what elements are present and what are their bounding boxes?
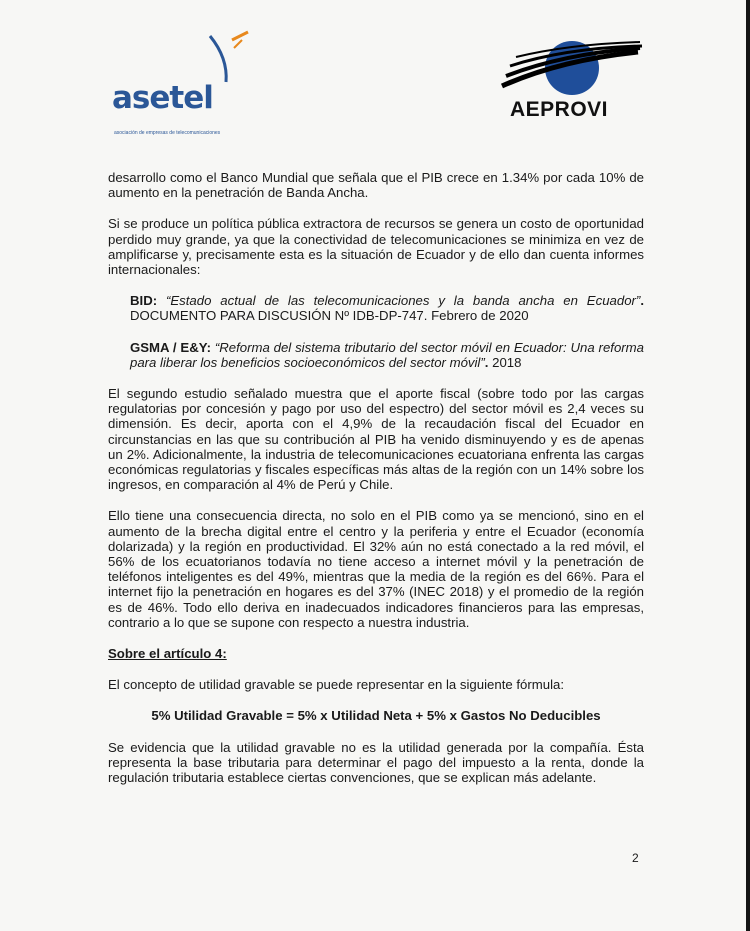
paragraph-3: El segundo estudio señalado muestra que el aporte fiscal (sobre todo por las cargas regulatorias por concesión y pago por uso del espectro) del sector móvil es 2,4 veces su dimensión. Es decir, aporta con el 4,9% de la recaudación fiscal del Ecuador en circunstancias en las que su contribución al PIB ha venido disminuyendo y es de apenas un 2%. Adicionalmente, la industria de telecomunicaciones ecuatoriana enfrenta las cargas económicas regulatorias y fiscales específicas más altas de la región con un 14% sobre los ingresos, en comparación al 4% de Perú y Chile.	[108, 386, 644, 493]
reference-gsma-label: GSMA / E&Y:	[130, 339, 211, 355]
reference-bid-title: “Estado actual de las telecomunicaciones y la banda ancha en Ecuador”	[165, 293, 641, 309]
asetel-wordmark: asetel	[112, 80, 213, 116]
paragraph-4: Ello tiene una consecuencia directa, no solo en el PIB como ya se mencionó, sino en el aumento de la brecha digital entre el centro y la periferia y entre el Ecuador (economía dolarizada) y la región en productividad. El 32% aún no está conectado a la red móvil, el 56% de los ecuatorianos todavía no tiene acceso a internet móvil y la penetración de teléfonos inteligentes es del 49%, mientras que la media de la región es del 66%. Para el internet fijo la penetración en hogares es del 37% (INEC 2018) y el promedio de la región es de 46%. Todo ello deriva en inadecuados indicadores financieros para las empresas, contrario a lo que se supone con respecto a nuestra industria.	[108, 508, 644, 630]
reference-gsma-title: “Reforma del sistema tributario del sector móvil en Ecuador: Una reforma para liberar los beneficios socioeconómicos del sector móvil”	[130, 339, 644, 370]
asetel-tagline: asociación de empresas de telecomunicaciones	[114, 130, 221, 136]
paragraph-2: Si se produce un política pública extractora de recursos se genera un costo de oportunidad perdido muy grande, ya que la conectividad de telecomunicaciones se minimiza en vez de amplificarse y, precisamente esta es la situación de Ecuador y de ello dan cuenta informes internacionales:	[108, 216, 644, 278]
asetel-logo	[108, 28, 258, 136]
paragraph-1: desarrollo como el Banco Mundial que señala que el PIB crece en 1.34% por cada 10% de aumento en la penetración de Banda Ancha.	[108, 170, 644, 201]
paragraph-6: Se evidencia que la utilidad gravable no es la utilidad generada por la compañía. Ésta representa la base tributaria para determinar el pago del impuesto a la renta, donde la regulación tributaria establece ciertas convenciones, que se explican más adelante.	[108, 739, 644, 786]
reference-bid-label: BID:	[130, 293, 158, 309]
reference-gsma: GSMA / E&Y: “Reforma del sistema tributario del sector móvil en Ecuador: Una reforma para liberar los beneficios socioeconómicos del sector móvil”. 2018	[130, 339, 644, 370]
paragraph-5: El concepto de utilidad gravable se puede representar en la siguiente fórmula:	[108, 677, 564, 693]
formula: 5% Utilidad Gravable = 5% x Utilidad Neta + 5% x Gastos No Deducibles	[151, 708, 601, 724]
aeprovi-logo	[500, 40, 650, 130]
aeprovi-globe-icon	[500, 40, 650, 100]
document-body	[108, 170, 644, 785]
page-number: 2	[632, 851, 639, 865]
aeprovi-wordmark: AEPROVI	[510, 98, 609, 121]
section-title: Sobre el artículo 4:	[108, 646, 227, 662]
reference-bid: BID: “Estado actual de las telecomunicaciones y la banda ancha en Ecuador”. DOCUMENTO PARA DISCUSIÓN Nº IDB-DP-747. Febrero de 2020	[130, 293, 644, 324]
page-edge-shadow	[746, 0, 750, 931]
reference-gsma-year: 2018	[492, 354, 522, 370]
reference-bid-details: DOCUMENTO PARA DISCUSIÓN Nº IDB-DP-747. Febrero de 2020	[130, 308, 529, 324]
